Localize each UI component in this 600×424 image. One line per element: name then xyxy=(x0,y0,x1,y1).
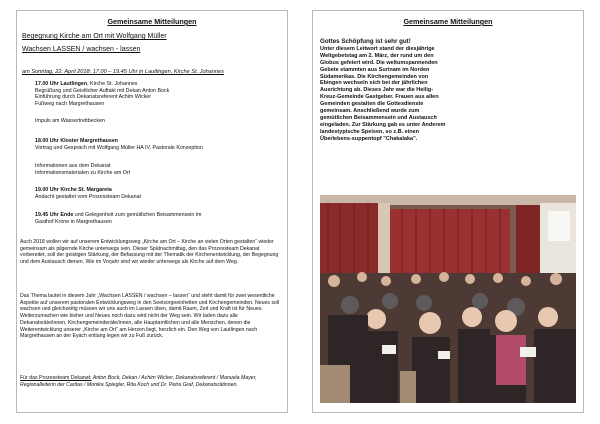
paragraph-theme: Das Thema lautet in diesem Jahr „Wachsen LASSEN / wachsen – lassen“ und steht damit für zwei wesentliche Aspekte auf unserem pastoralen Entwicklungsweg in den Seelsorgeeinheiten und Kirchengemeinden. Neues soll wachsen und gleichzeitig müssen wir uns auch im Lassen üben, damit Raum, Zeit und Kraft ist für Neues. Weiterzumachen wie bisher und Neues noch dazu wird nicht der Weg sein. Wir laden dazu alle Dekanatsräte/innen, Kirchengemeinderäte/innen, alle Hauptamtlichen und alle Menschen, denen die Weiterentwicklung unserer „Kirche am Ort“ am Herzen liegt, herzlich ein. Den Weg von Lautlingen nach Margrethausen an der Eyach entlang legen wir zu Fuß zurück. xyxy=(20,293,280,340)
program-block-4 xyxy=(35,163,130,176)
program-line: Andacht gestaltet vom Prozessteam Dekanat xyxy=(35,193,141,200)
team-label: Für das Prozessteam Dekanat: xyxy=(20,375,92,381)
program-line: Einführung durch Dekanatsreferent Achim Wicker xyxy=(35,94,151,101)
event-date-line: am Sonntag, 22. April 2018: 17.00 – 19.45 Uhr in Lautlingen, Kirche St. Johannes xyxy=(22,69,224,75)
paragraph-intro: Auch 2018 wollen wir auf unserem Entwicklungsweg „Kirche am Ort – Kirche an vielen Orten gestalten“ wieder gemeinsam als pilgernde Kirche unterwegs sein. Dieser Spätnachmittag, den das Prozessteam Dekanat vorbereitet, soll der geistigen Stärkung, der Befassung mit der Thematik der Kirchenentwicklung, der Begegnung und dem Austausch dienen. Wie im Vorjahr sind wir wieder unterwegs als Kirche auf dem Weg. xyxy=(20,239,279,266)
right-section-title: Gemeinsame Mitteilungen xyxy=(403,17,493,26)
program-line: Gasthof Krone in Margrethausen xyxy=(35,218,112,225)
program-block-5 xyxy=(35,187,141,200)
team-names: Anton Bock, Dekan / Achim Wicker, Dekanatsreferent / Manuela Mayer, Regionalleiterin der Caritas / Monika Spiegler, Rita Koch und Dr. Petra Graf, Dekanatsrätinnen. xyxy=(20,375,257,388)
left-section-title: Gemeinsame Mitteilungen xyxy=(107,17,197,26)
program-line: Vortrag und Gespräch mit Wolfgang Müller HA IV, Pastorale Konzeption xyxy=(35,144,203,151)
program-line: Begrüßung und Geistlicher Auftakt mit Dekan Anton Bock xyxy=(35,87,170,94)
right-page xyxy=(312,10,584,413)
program-line: Informationen aus dem Dekanat xyxy=(35,163,111,169)
article-title: Gottes Schöpfung ist sehr gut! xyxy=(320,38,411,45)
program-time: 17.00 Uhr Lautlingen xyxy=(35,81,88,87)
program-block-6 xyxy=(35,212,201,225)
program-place: , Kirche St. Johannes xyxy=(87,81,138,87)
heading-wachsen: Wachsen LASSEN / wachsen - lassen xyxy=(22,46,141,53)
church-gathering-photo xyxy=(320,195,576,403)
article-body: Unter diesem Leitwort stand der diesjährige Weltgebetstag am 2. März, der rund um den Globus gefeiert wird. Die weltumspannenden Gebete stammten aus Surinam im Norden Südamerikas. Die Kirchengemeinden von Ebingen wechseln sich bei der jährlichen Ausrichtung ab. Dieses Jahr war die Heilig-Kreuz-Gemeinde Gastgeber. Frauen aus allen Gemeinden gestalten die Gottesdienste gemeinsam. Anschließend wurde zum gemütlichen Beisammensein und Austausch eingeladen. Zur Stärkung gab es unter Anderem landestypische Speisen, so z.B. einen Überlebens-suppentopf "Chakalaka". xyxy=(320,45,446,142)
program-time: 19.45 Uhr Ende xyxy=(35,212,74,218)
photo-illustration xyxy=(320,195,576,403)
program-line: Impuls am Wassertrettbecken xyxy=(35,118,105,124)
program-time: 19.00 Uhr Kirche St. Margareta xyxy=(35,187,112,193)
article xyxy=(320,39,450,143)
program-line: Informationsmaterialen zu Kirche am Ort xyxy=(35,169,131,176)
program-place: und Gelegenheit zum gemütlichen Beisammensein im xyxy=(73,212,202,218)
program-line: Fußweg nach Margrethausen xyxy=(35,101,105,108)
heading-begegnung: Begegnung Kirche am Ort mit Wolfgang Müller xyxy=(22,33,167,40)
program-block-1 xyxy=(35,81,169,108)
program-block-3 xyxy=(35,138,203,151)
program-time: 18.00 Uhr Kloster Margrethausen xyxy=(35,138,119,144)
program-block-2 xyxy=(35,118,105,125)
left-page xyxy=(16,10,288,413)
team-signature xyxy=(20,375,282,388)
